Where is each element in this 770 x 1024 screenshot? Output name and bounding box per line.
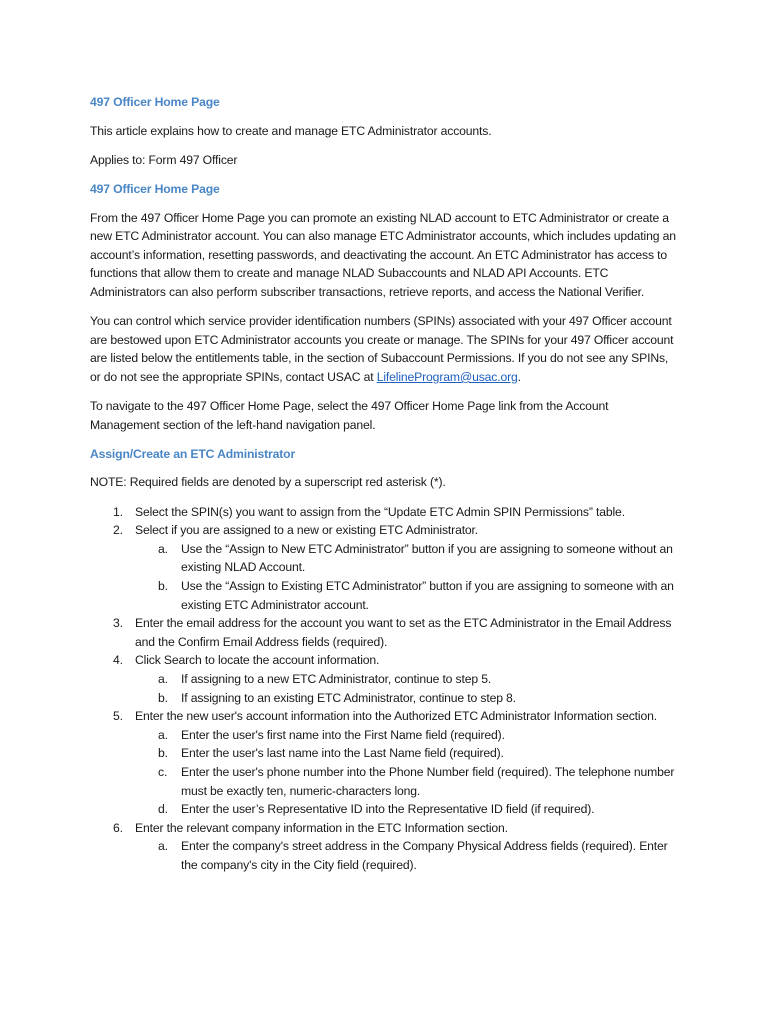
- sub-list-item: [90, 689, 680, 708]
- required-note: NOTE: Required fields are denoted by a superscript red asterisk (*).: [90, 475, 446, 490]
- substep-letter: a.: [158, 541, 168, 556]
- sub-list-item: [90, 540, 680, 577]
- substep-text: Enter the user's first name into the First Name field (required).: [181, 727, 505, 742]
- substep-text: Enter the user’s Representative ID into the Representative ID field (if required).: [181, 802, 595, 817]
- step-number: 5.: [113, 709, 123, 724]
- substep-text: Use the “Assign to Existing ETC Administrator” button if you are assigning to someone with an existing ETC Administrator account.: [181, 579, 674, 612]
- step-number: 1.: [113, 504, 123, 519]
- list-item: [90, 503, 680, 522]
- list-item: [90, 819, 680, 838]
- sub-list-item: [90, 837, 680, 874]
- step-text: Enter the relevant company information in the ETC Information section.: [135, 820, 508, 835]
- substep-text: Enter the user's last name into the Last Name field (required).: [181, 746, 504, 761]
- step-text: Enter the email address for the account you want to set as the ETC Administrator in the Email Address and the Confirm Email Address fields (required).: [135, 616, 672, 649]
- sub-list-item: [90, 800, 680, 819]
- step-text: Select the SPIN(s) you want to assign from the “Update ETC Admin SPIN Permissions” table.: [135, 504, 625, 519]
- substep-letter: b.: [158, 579, 168, 594]
- step-number: 4.: [113, 653, 123, 668]
- sub-list-item: [90, 577, 680, 614]
- navigation-paragraph: To navigate to the 497 Officer Home Page, select the 497 Officer Home Page link from the Account Management section of the left-hand navigation panel.: [90, 399, 609, 432]
- sub-list-item: [90, 763, 680, 800]
- step-text: Enter the new user's account information into the Authorized ETC Administrator Information section.: [135, 709, 657, 724]
- spin-paragraph: [90, 312, 680, 386]
- substep-text: If assigning to an existing ETC Administrator, continue to step 8.: [181, 690, 516, 705]
- substep-letter: b.: [158, 690, 168, 705]
- assign-heading: Assign/Create an ETC Administrator: [90, 446, 296, 461]
- substep-letter: a.: [158, 839, 168, 854]
- sub-list-item: [90, 726, 680, 745]
- substep-letter: a.: [158, 727, 168, 742]
- step-text: Click Search to locate the account information.: [135, 653, 380, 668]
- intro-paragraph: This article explains how to create and manage ETC Administrator accounts.: [90, 123, 492, 138]
- document-content: [90, 93, 680, 875]
- step-number: 6.: [113, 820, 123, 835]
- applies-to-text: Applies to: Form 497 Officer: [90, 152, 238, 167]
- spin-paragraph-end: .: [517, 369, 521, 384]
- list-item: [90, 707, 680, 726]
- step-number: 2.: [113, 523, 123, 538]
- spin-paragraph-text: You can control which service provider identification numbers (SPINs) associated with your 497 Officer account are bestowed upon ETC Administrator accounts you create or manage. The SPINs for your 497 Officer account are listed below the entitlements table, in the section of Subaccount Permissions. If you do not see any SPINs, or do not see the appropriate SPINs, contact USAC at: [90, 314, 674, 384]
- step-number: 3.: [113, 616, 123, 631]
- sub-list-item: [90, 744, 680, 763]
- list-item: [90, 521, 680, 540]
- list-item: [90, 614, 680, 651]
- lifeline-email-link[interactable]: LifelineProgram@usac.org: [376, 369, 518, 384]
- list-item: [90, 651, 680, 670]
- section-heading: 497 Officer Home Page: [90, 181, 220, 196]
- substep-letter: b.: [158, 746, 168, 761]
- overview-paragraph: From the 497 Officer Home Page you can promote an existing NLAD account to ETC Administrator or create a new ETC Administrator account. You can also manage ETC Administrator accounts, which includes updating an account’s information, resetting passwords, and deactivating the account. An ETC Administrator has access to functions that allow them to create and manage NLAD Subaccounts and NLAD API Accounts. ETC Administrators can also perform subscriber transactions, retrieve reports, and access the National Verifier.: [90, 210, 676, 299]
- substep-text: Enter the company's street address in the Company Physical Address fields (required). Enter the company's city in the City field (required).: [181, 839, 668, 872]
- sub-list-item: [90, 670, 680, 689]
- substep-text: Enter the user's phone number into the Phone Number field (required). The telephone number must be exactly ten, numeric-characters long.: [181, 764, 675, 798]
- substep-letter: d.: [158, 802, 168, 817]
- substep-text: Use the “Assign to New ETC Administrator” button if you are assigning to someone without an existing NLAD Account.: [181, 541, 673, 575]
- page-title: 497 Officer Home Page: [90, 95, 220, 109]
- steps-list: [90, 503, 680, 875]
- substep-text: If assigning to a new ETC Administrator, continue to step 5.: [181, 672, 492, 686]
- substep-letter: c.: [158, 764, 168, 779]
- substep-letter: a.: [158, 672, 168, 686]
- step-text: Select if you are assigned to a new or existing ETC Administrator.: [135, 523, 479, 538]
